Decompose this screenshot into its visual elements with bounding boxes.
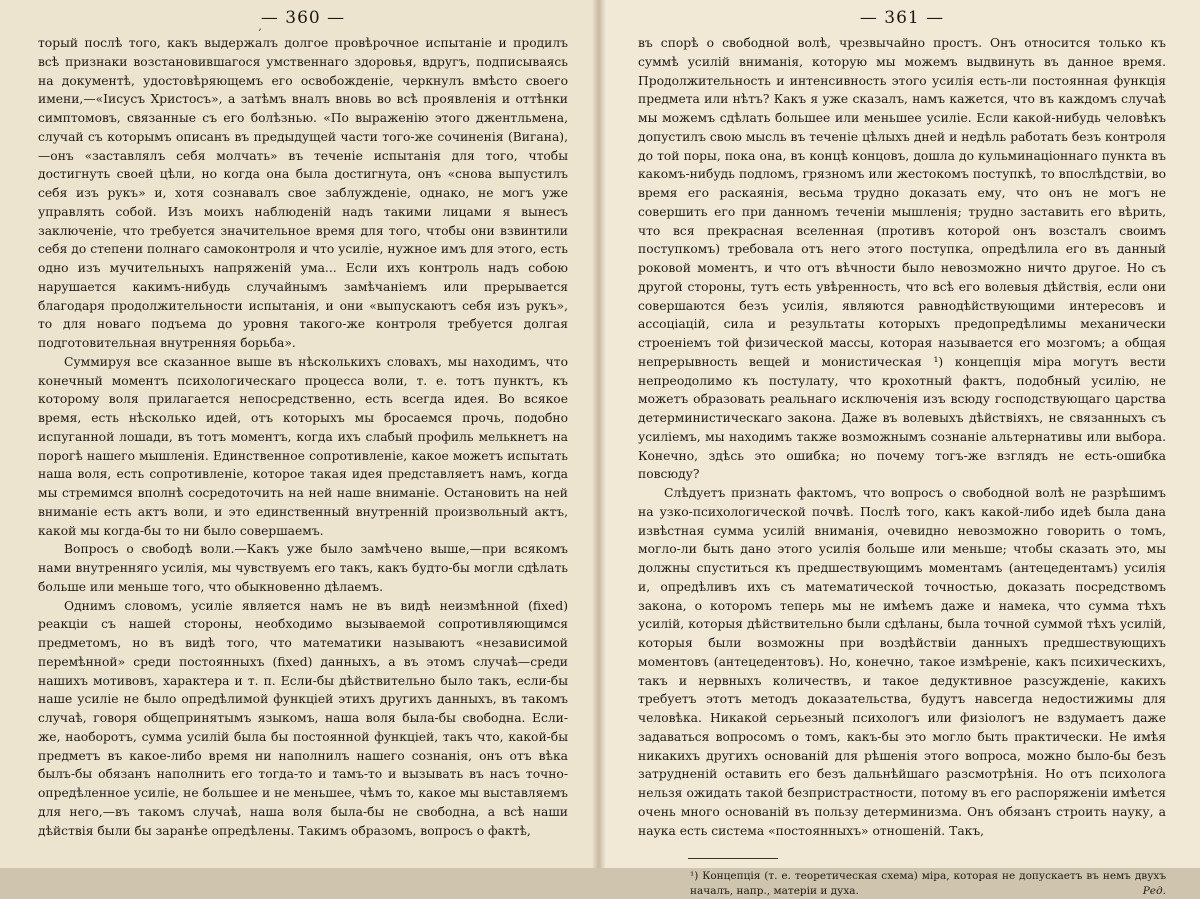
page-text bbox=[638, 34, 1166, 840]
paragraph: въ спорѣ о свободной волѣ, чрезвычайно простъ. Онъ относится только къ суммѣ усилій вниманія, которую мы можемъ выдвинуть въ данное время. Продолжительность и интенсивность этого усилія есть-ли постоянная функція предмета или нѣтъ? Какъ я уже сказалъ, намъ кажется, что въ каждомъ случаѣ мы можемъ сдѣлать большее или меньшее усиліе. Если какой-нибудь человѣкъ допустилъ свою мысль въ теченіе цѣлыхъ дней и недѣль работать безъ контроля до той поры, пока она, въ концѣ концовъ, дошла до кульминаціоннаго пункта въ какомъ-нибудь подломъ, грязномъ или жестокомъ поступкѣ, то впослѣдствіи, во время его раскаянія, весьма трудно доказать ему, что онъ не могъ не совершить его при данномъ теченіи мышленія; трудно заставить его вѣрить, что вся прекрасная вселенная (противъ которой онъ возсталъ своимъ поступкомъ) требовала отъ него этого поступка, опредѣлила его въ данный роковой моментъ, и что отъ вѣчности было невозможно ничто другое. Но съ другой стороны, тутъ есть увѣренность, что всѣ его волевыя дѣйствія, если они совершаются безъ усилія, являются равнодѣйствующими интересовъ и ассоціацій, сила и результаты которыхъ предопредѣлимы механически строеніемъ той физической массы, которая называется его мозгомъ; а общая непрерывность вещей и монистическая ¹) концепція міра могутъ вести непреодолимо къ постулату, что крохотный фактъ, подобный усилію, не можетъ образовать реальнаго исключенія изъ всюду господствующаго царства детерминистическаго закона. Даже въ волевыхъ дѣйствіяхъ, не связанныхъ съ усиліемъ, мы находимъ также возможнымъ сознаніе альтернативы или выбора. Конечно, здѣсь это ошибка; но почему тогъ-же взглядъ не есть-ошибка повсюду? bbox=[638, 36, 1166, 482]
footnote-text: ¹) Концепція (т. е. теоретическая схема) міра, которая не допускаетъ въ немъ двухъ началъ, напр., матеріи и духа. bbox=[690, 870, 1166, 898]
book-gutter bbox=[592, 0, 606, 868]
ink-mark: ʼ bbox=[258, 28, 262, 39]
left-page bbox=[0, 0, 598, 868]
footnote bbox=[638, 869, 1166, 899]
paragraph: Вопросъ о свободѣ воли.—Какъ уже было замѣчено выше,—при всякомъ нами внутренняго усилія, мы чувствуемъ его такъ, какъ будто-бы могли сдѣлать больше или меньше того, что обыкновенно дѣлаемъ. bbox=[38, 542, 568, 594]
page-text bbox=[38, 34, 568, 840]
footnote-signature: Ред. bbox=[1142, 885, 1166, 898]
paragraph: Однимъ словомъ, усиліе является намъ не въ видѣ неизмѣнной (fixed) реакціи съ нашей стороны, необходимо вызываемой сопротивляющимся предметомъ, но въ видѣ того, что математики называютъ «независимой перемѣнной» среди постоянныхъ (fixed) данныхъ, а въ этомъ случаѣ—среди нашихъ мотивовъ, характера и т. п. Если-бы дѣйствительно было такъ, если-бы наше усиліе не было опредѣлимой функціей этихъ другихъ данныхъ, въ такомъ случаѣ, говоря общепринятымъ языкомъ, наша воля была-бы свободна. Если-же, наоборотъ, сумма усилій была бы постоянной функціей, такъ что, какой-бы предметъ въ какое-либо время ни наполнилъ нашего сознанія, онъ отъ вѣка былъ-бы обязанъ наполнить его тогда-то и тамъ-то и вызывать въ насъ точно-опредѣленное усиліе, не большее и не меньшее, чѣмъ то, какое мы выставляемъ для него,—въ такомъ случаѣ, наша воля была-бы не свободна, а всѣ наши дѣйствія были бы заранѣе опредѣлены. Такимъ образомъ, вопросъ о фактѣ, bbox=[38, 598, 568, 838]
paragraph: Суммируя все сказанное выше въ нѣсколькихъ словахъ, мы находимъ, что конечный моментъ психологическаго процесса воли, т. е. тотъ пунктъ, къ которому воля прилагается непосредственно, есть всегда идея. Во всякое время, есть нѣсколько идей, отъ которыхъ мы бросаемся прочь, подобно испуганной лошади, въ тотъ моментъ, когда ихъ слабый профиль мелькнетъ на порогѣ нашего мышленія. Единственное сопротивленіе, какое можетъ испытать наша воля, есть сопротивленіе, которое такая идея представляетъ намъ, когда мы стремимся вполнѣ сосредоточить на ней наше вниманіе. Остановить на ней вниманіе есть актъ воли, и это единственный внутренній произвольный актъ, какой мы когда-бы то ни было совершаемъ. bbox=[38, 354, 568, 538]
footnote-divider bbox=[688, 858, 778, 859]
page-number: — 361 — bbox=[859, 8, 945, 28]
right-page bbox=[598, 0, 1200, 898]
page-number: — 360 — bbox=[260, 8, 346, 28]
paragraph: торый послѣ того, какъ выдержалъ долгое провѣрочное испытаніе и продилъ всѣ признаки возстановившагося умственнаго здоровья, вдругъ, подписываясь на документѣ, удостовѣряющемъ его освобожденіе, черкнулъ вмѣсто своего имени,—«Іисусъ Христосъ», а затѣмъ вналъ вновь во всѣ проявленія и оттѣнки симптомовъ, связанные съ его болѣзнью. «По выраженію этого джентльмена, случай съ которымъ описанъ въ предыдущей части того-же сочиненія (Вигана),—онъ «заставлялъ себя молчать» въ теченіе испытанія для того, чтобы достигнуть своей цѣли, но когда она была достигнута, онъ «снова выпустилъ себя изъ рукъ» и, хотя сознавалъ свое заблужденіе, однако, не могъ уже управлять собой. Изъ моихъ наблюденій надъ такими лицами я вынесъ заключеніе, что требуется значительное время для того, чтобы они взвинтили себя до степени полнаго самоконтроля и что усиліе, нужное имъ для этого, есть одно изъ мучительныхъ напряженій ума... Если ихъ контроль надъ собою нарушается какимъ-нибудь случайнымъ замѣчаніемъ или прерывается благодаря продолжительности испытанія, и они «выпускаютъ себя изъ рукъ», то для новаго подъема до уровня такого-же контроля требуется долгая подготовительная внутренняя борьба». bbox=[38, 36, 568, 350]
paragraph: Слѣдуетъ признать фактомъ, что вопросъ о свободной волѣ не разрѣшимъ на узко-психологической почвѣ. Послѣ того, какъ какой-либо идеѣ была дана извѣстная сумма усилій вниманія, очевидно невозможно говорить о томъ, могло-ли быть дано этого усилія больше или меньше; чтобы сказать это, мы должны спуститься къ предшествующимъ моментамъ (антецедентамъ) усилія и, опредѣливъ ихъ съ математической точностью, доказать посредствомъ закона, о которомъ теперь мы не имѣемъ даже и намека, что сумма тѣхъ усилій, которыя дѣйствительно были сдѣланы, была точной суммой тѣхъ усилій, которыя были возможны при воздѣйствіи данныхъ предшествующихъ моментовъ (антецедентовъ). Но, конечно, такое измѣреніе, какъ психическихъ, такъ и нервныхъ количествъ, и такое дедуктивное разсужденіе, какихъ требуетъ этотъ методъ доказательства, будутъ навсегда недостижимы для человѣка. Никакой серьезный психологъ или физіологъ не вздумаетъ даже задаваться вопросомъ о томъ, какъ-бы это могло быть практически. Не имѣя никакихъ другихъ основаній для рѣшенія этого вопроса, можно было-бы безъ затрудненій оставить его безъ дальнѣйшаго разсмотрѣнія. Но отъ психолога нельзя ожидать такой безпристрастности, потому въ его распоряженіи имѣется очень много основаній въ пользу детерминизма. Онъ обязанъ строить науку, а наука есть система «постоянныхъ» отношеній. Такъ, bbox=[638, 486, 1166, 838]
